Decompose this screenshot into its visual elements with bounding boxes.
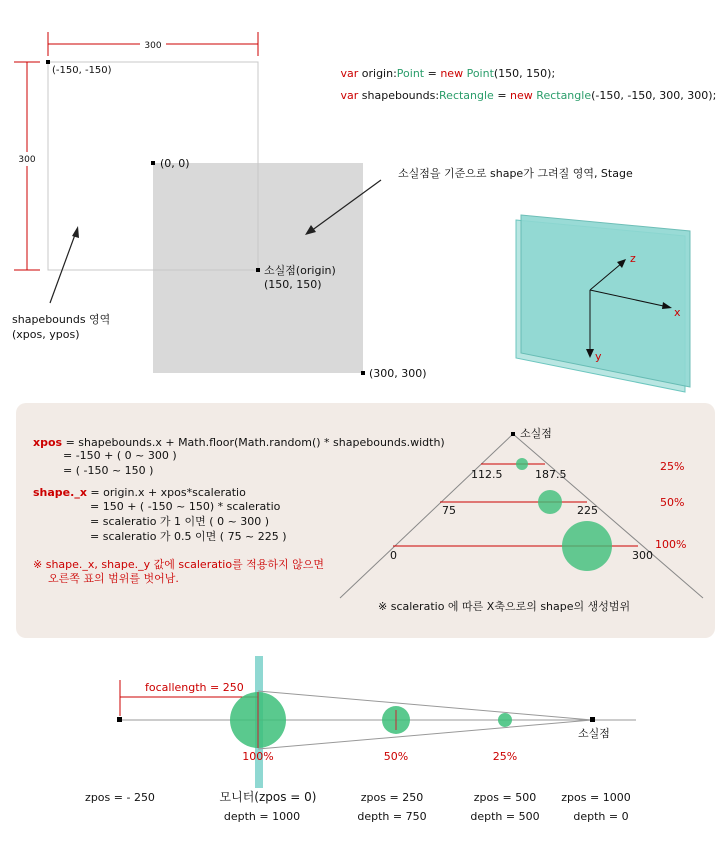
triangle-caption: ※ scaleratio 에 따른 X축으로의 shape의 생성범위	[378, 600, 631, 613]
section-scaleratio-panel	[16, 403, 715, 638]
shape-circle-50	[538, 490, 562, 514]
shapex-line4: = scaleratio 가 0.5 이면 ( 75 ~ 225 )	[90, 530, 287, 543]
tick-225: 225	[577, 504, 598, 517]
cone-bottom	[258, 720, 592, 749]
stage-caption: 소실점을 기준으로 shape가 그려질 영역, Stage	[398, 167, 633, 180]
point-marker	[361, 371, 365, 375]
width-label: 300	[144, 41, 162, 51]
percent-25-label: 25%	[492, 750, 518, 763]
axis-x-label: x	[674, 306, 681, 319]
apex-marker	[511, 432, 515, 436]
tick-187-5: 187.5	[535, 468, 567, 481]
height-label: 300	[18, 155, 36, 165]
tick-300: 300	[632, 549, 653, 562]
circle-25	[498, 713, 512, 727]
section-coordinate-areas	[12, 32, 726, 392]
eye-marker	[117, 717, 122, 722]
width-dimension	[48, 32, 258, 56]
axis-y-label: y	[595, 350, 602, 363]
focal-label: focallength = 250	[145, 681, 244, 694]
height-dimension	[14, 62, 40, 270]
axis-z-label: z	[630, 252, 636, 265]
xpos-line2: = -150 + ( 0 ~ 300 )	[63, 449, 177, 462]
section-depth-diagram	[85, 656, 636, 823]
percent-50-label: 50%	[383, 750, 409, 763]
zpos-monitor: 모니터(zpos = 0)	[219, 790, 317, 804]
point-marker	[151, 161, 155, 165]
shape-circle-25	[516, 458, 528, 470]
zpos-500: zpos = 500	[473, 791, 537, 804]
depth-0: depth = 0	[573, 810, 629, 823]
shapex-line3: = scaleratio 가 1 이면 ( 0 ~ 300 )	[90, 515, 270, 528]
tick-0: 0	[390, 549, 397, 562]
code-line-origin: var origin:Point = new Point(150, 150);	[340, 67, 556, 80]
vanish-marker	[590, 717, 595, 722]
note-line2: 오른쪽 표의 범위를 벗어남.	[48, 572, 179, 585]
zpos-1000: zpos = 1000	[561, 791, 631, 804]
zpos-250: zpos = 250	[360, 791, 424, 804]
apex-label: 소실점	[520, 427, 552, 440]
xpos-line3: = ( -150 ~ 150 )	[63, 464, 154, 477]
depth-1000: depth = 1000	[223, 810, 301, 823]
note-line1: ※ shape._x, shape._y 값에 scaleratio를 적용하지 않으면	[33, 558, 325, 571]
percent-50: 50%	[660, 496, 685, 509]
cone-top	[258, 691, 592, 720]
percent-100-label: 100%	[242, 750, 274, 763]
corner-br-label: (300, 300)	[369, 367, 427, 380]
shapex-line2: = 150 + ( -150 ~ 150) * scaleratio	[90, 500, 281, 513]
xpos-formula: xpos = shapebounds.x + Math.floor(Math.random() * shapebounds.width)	[33, 436, 445, 449]
code-line-shapebounds: var shapebounds:Rectangle = new Rectangle(-150, -150, 300, 300);	[340, 89, 717, 102]
vanish-point-label: 소실점	[578, 727, 610, 740]
corner-tl-label: (-150, -150)	[52, 65, 112, 76]
zpos-neg250: zpos = - 250	[85, 791, 155, 804]
bounds-caption-2: (xpos, ypos)	[12, 328, 80, 341]
shape-circle-100	[562, 521, 612, 571]
vanish-coords-label: (150, 150)	[264, 278, 322, 291]
vanish-label: 소실점(origin)	[264, 264, 336, 277]
point-zero-label: (0, 0)	[160, 157, 190, 170]
percent-25: 25%	[660, 460, 685, 473]
tick-75: 75	[442, 504, 456, 517]
tick-112-5: 112.5	[471, 468, 503, 481]
point-marker	[256, 268, 260, 272]
point-marker	[46, 60, 50, 64]
shapex-formula: shape._x = origin.x + xpos*scaleratio	[33, 486, 246, 499]
3d-plane-illustration	[516, 215, 690, 392]
depth-500: depth = 500	[470, 810, 540, 823]
depth-750: depth = 750	[357, 810, 427, 823]
bounds-caption-1: shapebounds 영역	[12, 313, 111, 326]
bounds-arrow	[50, 226, 79, 303]
percent-100: 100%	[655, 538, 687, 551]
